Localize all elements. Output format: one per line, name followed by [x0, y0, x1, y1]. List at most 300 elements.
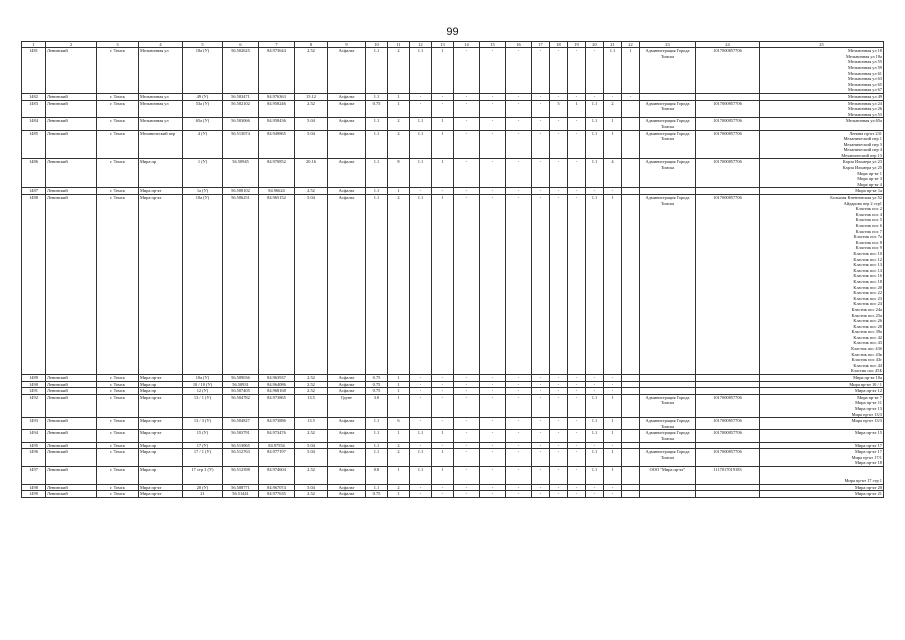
table-cell	[640, 484, 696, 491]
table-cell: Мира пр-кт	[139, 394, 183, 417]
table-cell: 1492	[22, 394, 46, 417]
address-list-cell	[760, 484, 884, 491]
table-cell: 1.1	[586, 466, 604, 484]
table-cell: г. Томск	[97, 491, 139, 498]
table-cell: -	[604, 375, 622, 382]
table-cell: Мира пр	[139, 388, 183, 395]
table-cell: Мира пр-кт	[139, 491, 183, 498]
table-cell: 1.1	[410, 430, 432, 442]
address-line: Мира пр-кт 17/1	[851, 454, 882, 460]
table-cell: -	[550, 466, 568, 484]
table-cell: -	[454, 188, 480, 195]
table-cell: -	[454, 466, 480, 484]
table-cell	[622, 100, 640, 118]
column-header: 13	[432, 42, 454, 48]
table-cell: -	[550, 418, 568, 430]
table-cell: 84.977197	[259, 449, 295, 467]
address-line: Мира пр-кт 17	[855, 442, 882, 448]
table-cell: Администрация Города Томска	[640, 430, 696, 442]
table-cell: 1	[432, 430, 454, 442]
table-cell: 1498	[22, 484, 46, 491]
table-cell: -	[432, 100, 454, 118]
table-cell: -	[410, 442, 432, 449]
table-cell: 1.1	[410, 159, 432, 188]
table-cell: Асфальт	[328, 130, 366, 159]
address-line: Кластик пос 24	[853, 301, 882, 307]
table-cell: 1495	[22, 442, 46, 449]
table-cell: -	[432, 484, 454, 491]
table-cell: 1	[622, 48, 640, 94]
table-cell: 13 / 3 (У)	[183, 418, 223, 430]
table-cell: -	[550, 159, 568, 188]
table-cell: -	[480, 449, 506, 467]
table-cell: 1.1	[366, 449, 388, 467]
table-cell: 1017000857706	[696, 100, 760, 118]
table-cell: -	[410, 375, 432, 382]
table-cell: Асфальт	[328, 388, 366, 395]
address-line: Кластик пос 23	[853, 295, 882, 301]
table-cell: -	[586, 188, 604, 195]
table-cell	[696, 388, 760, 395]
table-cell: 1.1	[586, 430, 604, 442]
table-row	[22, 93, 884, 100]
register-table	[21, 41, 884, 498]
table-cell: -	[568, 195, 586, 375]
table-cell: -	[410, 491, 432, 498]
table-cell: -	[532, 93, 550, 100]
address-line: Мира пр-кт 3	[857, 176, 882, 182]
table-cell: -	[506, 100, 532, 118]
address-line: Мельничная ул 63	[848, 76, 882, 82]
table-cell: 56.502102	[223, 100, 259, 118]
table-cell: -	[454, 381, 480, 388]
address-line: Механический пер 13	[841, 152, 882, 158]
table-cell: 1	[388, 375, 410, 382]
table-cell: 1	[388, 430, 410, 442]
table-cell: Мельничная ул	[139, 100, 183, 118]
table-cell: Ленинский	[46, 466, 97, 484]
table-cell: 84.973644	[259, 48, 295, 94]
table-cell: 1	[604, 466, 622, 484]
column-header: 14	[454, 42, 480, 48]
table-cell: 84.97554	[259, 442, 295, 449]
table-cell: -	[480, 381, 506, 388]
table-cell: Ленинский	[46, 159, 97, 188]
table-cell: -	[454, 375, 480, 382]
table-cell: Ленинский	[46, 418, 97, 430]
address-line: Мира пр-кт 7	[857, 394, 882, 400]
table-cell: Администрация Города Томска	[640, 394, 696, 417]
table-cell: Асфальт	[328, 430, 366, 442]
table-cell: -	[550, 195, 568, 375]
table-cell: 1017000857706	[696, 195, 760, 375]
address-list-cell	[760, 118, 884, 130]
table-cell: -	[410, 394, 432, 417]
column-header: 8	[295, 42, 328, 48]
table-cell: 2.52	[295, 388, 328, 395]
address-list-cell	[760, 449, 884, 467]
address-line: Мира пр-кт 1	[857, 170, 882, 176]
table-cell: 5.04	[295, 442, 328, 449]
table-cell: 1.1	[366, 159, 388, 188]
table-cell: 2.52	[295, 466, 328, 484]
table-cell: 1.1	[366, 130, 388, 159]
table-cell: г. Томск	[97, 130, 139, 159]
table-cell: 1.1	[586, 159, 604, 188]
address-line: Кластик пос 7	[855, 228, 882, 234]
table-cell: 1.1	[366, 418, 388, 430]
table-cell: Мира пр-кт	[139, 418, 183, 430]
table-cell: Мира пр-кт	[139, 188, 183, 195]
address-line: Мира пр-кт 13/3	[851, 418, 882, 424]
address-line: Механический пер 1	[843, 136, 882, 142]
column-header: 18	[550, 42, 568, 48]
column-header: 3	[97, 42, 139, 48]
table-cell: -	[432, 93, 454, 100]
table-cell: -	[568, 491, 586, 498]
address-line: Ленина пр-кт 231	[849, 130, 882, 136]
address-line: Кластик пос 9	[855, 245, 882, 251]
table-cell: -	[454, 93, 480, 100]
table-cell: 1 (У)	[183, 159, 223, 188]
table-cell: Ленинский	[46, 394, 97, 417]
address-line: Кластик пос 39а	[851, 329, 882, 335]
table-cell: 1.1	[410, 466, 432, 484]
table-cell: 1484	[22, 118, 46, 130]
address-line: Мира пр-кт 17	[855, 449, 882, 455]
table-cell: г. Томск	[97, 449, 139, 467]
table-cell: 1а (У)	[183, 188, 223, 195]
table-cell: 1017000857706	[696, 418, 760, 430]
table-cell: 84.963937	[259, 375, 295, 382]
table-cell	[696, 93, 760, 100]
table-cell: -	[622, 93, 640, 100]
table-cell: Асфальт	[328, 195, 366, 375]
column-header: 24	[696, 42, 760, 48]
table-cell: 1017000857706	[696, 130, 760, 159]
table-cell: 1.1	[410, 118, 432, 130]
table-cell: 1	[388, 93, 410, 100]
table-row	[22, 118, 884, 130]
address-line: Механический пер 4	[843, 147, 882, 153]
table-cell: -	[410, 381, 432, 388]
table-cell: -	[550, 118, 568, 130]
address-list-cell	[760, 130, 884, 159]
column-header: 10	[366, 42, 388, 48]
address-line: Кластик пос 26	[853, 318, 882, 324]
table-cell: 2.52	[295, 430, 328, 442]
table-cell: Асфальт	[328, 188, 366, 195]
column-header: 21	[604, 42, 622, 48]
table-cell	[622, 442, 640, 449]
table-cell: 84.973865	[259, 394, 295, 417]
table-cell: -	[550, 484, 568, 491]
table-cell: Администрация Города Томска	[640, 449, 696, 467]
table-cell: -	[550, 388, 568, 395]
table-cell	[622, 159, 640, 188]
table-cell: Мира пр	[139, 466, 183, 484]
table-cell: -	[506, 375, 532, 382]
table-cell: 84.973886	[259, 418, 295, 430]
address-line: Мельничная ул 65а	[846, 118, 882, 124]
table-cell: Ленинский	[46, 442, 97, 449]
address-line: Карла Ильмера ул 23	[842, 159, 882, 165]
table-cell: Администрация Города Томска	[640, 48, 696, 94]
table-cell: 0.75	[366, 388, 388, 395]
table-cell: Ленинский	[46, 375, 97, 382]
table-cell: 1493	[22, 418, 46, 430]
table-cell: -	[532, 388, 550, 395]
table-cell: 2	[388, 195, 410, 375]
table-cell: -	[568, 388, 586, 395]
address-line: Кластик пос 6	[855, 223, 882, 229]
table-cell: 84.976363	[259, 93, 295, 100]
address-line: Кластик пос 43	[853, 340, 882, 346]
table-cell: 56.512763	[223, 449, 259, 467]
table-cell: Асфальт	[328, 381, 366, 388]
table-cell: 1491	[22, 388, 46, 395]
table-cell: 0.75	[366, 375, 388, 382]
table-cell: -	[586, 381, 604, 388]
table-cell: Ленинский	[46, 100, 97, 118]
table-cell: -	[604, 484, 622, 491]
table-cell: -	[568, 430, 586, 442]
address-list-cell	[760, 388, 884, 395]
address-line: Мира пр-кт 12	[855, 388, 882, 394]
table-cell: 2	[388, 118, 410, 130]
table-cell: 1.1	[366, 93, 388, 100]
table-cell: -	[532, 130, 550, 159]
table-cell: 15 (У)	[183, 430, 223, 442]
table-cell: 1	[432, 48, 454, 94]
table-cell: 56.508102	[223, 188, 259, 195]
table-cell: 56.51441	[223, 491, 259, 498]
address-line: Кластик пос 10	[853, 250, 882, 256]
address-line: Мира пр-кт 13/3	[851, 411, 882, 417]
table-cell: -	[550, 394, 568, 417]
table-cell: 1	[604, 449, 622, 467]
table-row	[22, 130, 884, 159]
table-cell: 2.52	[295, 491, 328, 498]
table-row	[22, 381, 884, 388]
table-cell: -	[480, 130, 506, 159]
table-cell: -	[480, 442, 506, 449]
table-cell: -	[454, 449, 480, 467]
address-line: Мельничная ул 24	[848, 100, 882, 106]
table-cell: 1	[432, 159, 454, 188]
table-cell: -	[532, 430, 550, 442]
table-cell: 1497	[22, 466, 46, 484]
address-line: Мельничная ул 67	[848, 87, 882, 93]
table-cell: 1488	[22, 195, 46, 375]
table-row	[22, 418, 884, 430]
table-cell: 17 / 1 (У)	[183, 449, 223, 467]
table-cell: 1	[604, 418, 622, 430]
address-line: Мира пр-кт 10 / 1	[849, 381, 882, 387]
table-cell: -	[568, 442, 586, 449]
table-cell: Грунт	[328, 394, 366, 417]
table-row	[22, 449, 884, 467]
table-cell: 56.503471	[223, 93, 259, 100]
table-cell	[696, 375, 760, 382]
address-list-cell	[760, 466, 884, 484]
address-line: Мира пр-кт 17 стр 1	[844, 478, 882, 484]
table-cell: -	[432, 442, 454, 449]
column-header: 7	[259, 42, 295, 48]
table-cell: Мира пр-кт	[139, 430, 183, 442]
address-line: Мира пр-кт 10а	[853, 375, 882, 381]
table-cell: -	[568, 449, 586, 467]
table-cell	[622, 375, 640, 382]
table-cell: -	[432, 491, 454, 498]
table-cell: 10а (У)	[183, 195, 223, 375]
table-cell: 56.502625	[223, 48, 259, 94]
table-cell: 5.04	[295, 195, 328, 375]
table-cell: 17 (У)	[183, 442, 223, 449]
table-cell: 56.504782	[223, 394, 259, 417]
table-cell: Администрация Города Томска	[640, 195, 696, 375]
table-row	[22, 48, 884, 94]
table-cell: 84.949865	[259, 130, 295, 159]
table-cell: -	[550, 449, 568, 467]
table-cell: Асфальт	[328, 418, 366, 430]
table-cell: 1	[388, 388, 410, 395]
table-cell: 1017000857706	[696, 48, 760, 94]
table-cell: 84.974604	[259, 466, 295, 484]
table-cell: 1499	[22, 491, 46, 498]
address-line: Мельничная ул 55	[848, 59, 882, 65]
table-cell: 84.958246	[259, 100, 295, 118]
table-cell: -	[410, 100, 432, 118]
table-cell: 1.1	[410, 449, 432, 467]
table-cell: г. Томск	[97, 93, 139, 100]
table-cell: -	[480, 466, 506, 484]
table-cell: 1.1	[586, 394, 604, 417]
address-list-cell	[760, 48, 884, 94]
table-cell: 1490	[22, 381, 46, 388]
table-cell: 56.504827	[223, 418, 259, 430]
table-cell: 20 (У)	[183, 484, 223, 491]
table-cell: 56.503791	[223, 430, 259, 442]
address-line: Карла Ильмера ул 25	[842, 165, 882, 171]
address-line: Кластик пос 45Б	[850, 368, 882, 374]
table-cell: 56.506251	[223, 195, 259, 375]
table-cell: 84.967074	[259, 484, 295, 491]
table-cell: 1	[388, 381, 410, 388]
table-cell: 56.513065	[223, 442, 259, 449]
address-list-cell	[760, 195, 884, 375]
table-cell: -	[568, 484, 586, 491]
table-row	[22, 375, 884, 382]
table-cell: 2	[388, 442, 410, 449]
table-cell: -	[568, 466, 586, 484]
table-cell: 53а (У)	[183, 100, 223, 118]
table-cell: Администрация Города Томска	[640, 100, 696, 118]
table-cell: -	[480, 394, 506, 417]
table-cell	[622, 418, 640, 430]
table-cell: 13.5	[295, 394, 328, 417]
table-cell: 84.977635	[259, 491, 295, 498]
table-cell: 56.507405	[223, 388, 259, 395]
column-header: 16	[506, 42, 532, 48]
table-cell: -	[506, 93, 532, 100]
table-cell: 13.5	[295, 418, 328, 430]
table-cell: 56.512398	[223, 466, 259, 484]
table-cell: 1	[388, 394, 410, 417]
table-cell: 56.50945	[223, 159, 259, 188]
table-cell	[640, 93, 696, 100]
address-list-cell	[760, 381, 884, 388]
table-cell: г. Томск	[97, 388, 139, 395]
table-cell	[622, 195, 640, 375]
table-cell: -	[532, 381, 550, 388]
table-cell: Мельничная ул	[139, 118, 183, 130]
table-cell: -	[454, 118, 480, 130]
table-cell: 1.1	[366, 195, 388, 375]
address-line: Кластик пос 18	[853, 278, 882, 284]
table-cell: 1.1	[586, 449, 604, 467]
table-cell: 49 (У)	[183, 93, 223, 100]
table-body	[22, 48, 884, 498]
table-cell: -	[410, 484, 432, 491]
table-cell: 1483	[22, 100, 46, 118]
table-cell: 21	[183, 491, 223, 498]
table-cell: -	[432, 375, 454, 382]
table-cell: 5	[550, 100, 568, 118]
column-header: 4	[139, 42, 183, 48]
table-cell: -	[506, 381, 532, 388]
table-cell: 1.1	[366, 188, 388, 195]
address-line: Мельничная ул 61	[848, 70, 882, 76]
table-cell: -	[550, 188, 568, 195]
table-cell: г. Томск	[97, 484, 139, 491]
table-cell: 84.965152	[259, 195, 295, 375]
table-cell: 1.1	[366, 430, 388, 442]
table-cell	[622, 449, 640, 467]
table-cell: -	[432, 188, 454, 195]
table-cell: -	[480, 375, 506, 382]
table-cell: -	[568, 188, 586, 195]
table-cell: -	[586, 442, 604, 449]
table-cell	[622, 381, 640, 388]
table-row	[22, 100, 884, 118]
table-cell: 2	[388, 48, 410, 94]
table-cell: Асфальт	[328, 100, 366, 118]
table-cell: Асфальт	[328, 449, 366, 467]
table-cell: 1481	[22, 48, 46, 94]
column-header: 25	[760, 42, 884, 48]
table-cell: -	[454, 388, 480, 395]
table-cell: 1.1	[586, 100, 604, 118]
table-cell: 1017000857706	[696, 449, 760, 467]
table-cell: 2.52	[295, 100, 328, 118]
table-cell: 1	[432, 130, 454, 159]
table-cell	[622, 388, 640, 395]
column-header: 20	[586, 42, 604, 48]
column-header: 12	[410, 42, 432, 48]
address-line: Кластик пос 12	[853, 256, 882, 262]
table-cell: 1	[388, 100, 410, 118]
table-cell: -	[586, 48, 604, 94]
table-cell: Механический пер	[139, 130, 183, 159]
column-header: 9	[328, 42, 366, 48]
table-cell: г. Томск	[97, 418, 139, 430]
address-line: Мира пр-кт 18	[855, 460, 882, 466]
table-cell: -	[432, 418, 454, 430]
table-cell: -	[568, 418, 586, 430]
table-cell: 1486	[22, 159, 46, 188]
table-cell: 1	[568, 100, 586, 118]
